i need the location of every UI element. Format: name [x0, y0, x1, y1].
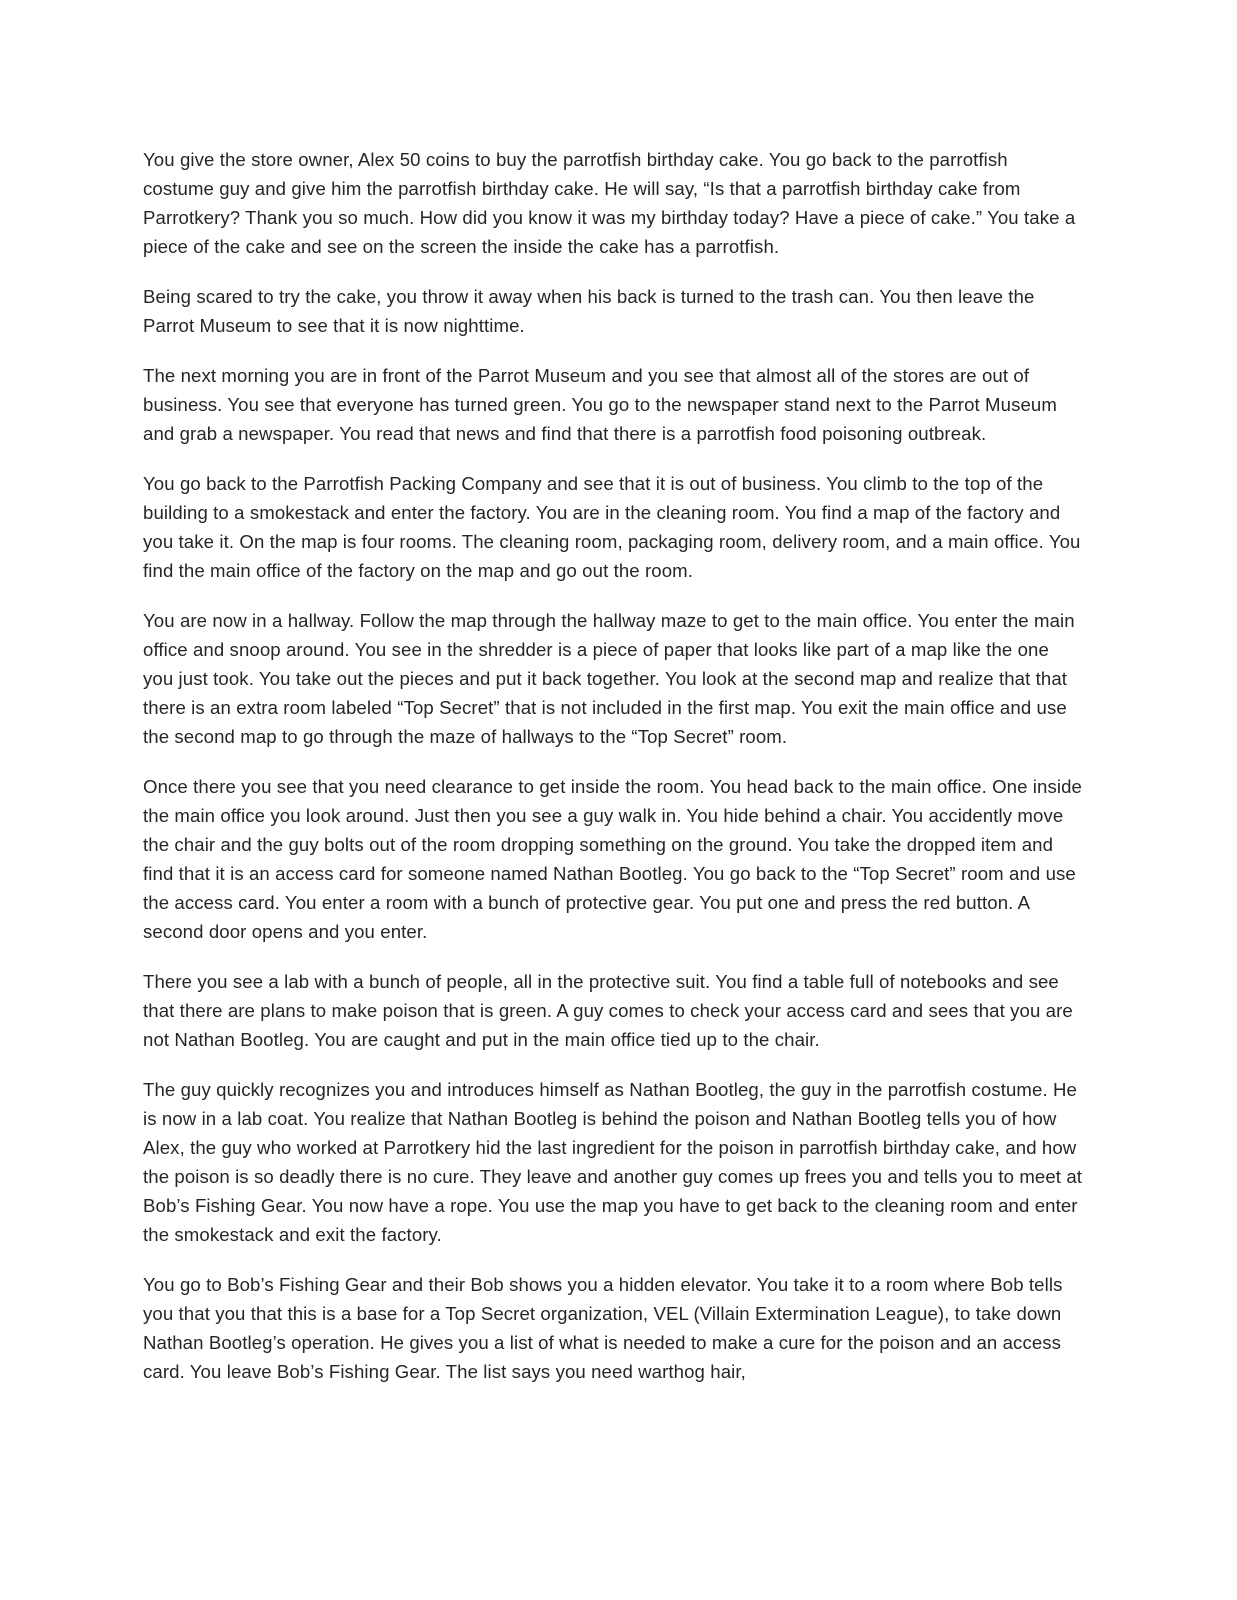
paragraph: You are now in a hallway. Follow the map through the hallway maze to get to the main office. You enter the main office and snoop around. You see in the shredder is a piece of paper that looks like part of a map like the one you just took. You take out the pieces and put it back together. You look at the second map and realize that that there is an extra room labeled “Top Secret” that is not included in the first map. You exit the main office and use the second map to go through the maze of hallways to the “Top Secret” room. — [143, 610, 1075, 747]
paragraph: You give the store owner, Alex 50 coins to buy the parrotfish birthday cake. You go back to the parrotfish costume guy and give him the parrotfish birthday cake. He will say, “Is that a parrotfish birthday cake from Parrotkery? Thank you so much. How did you know it was my birthday today? Have a piece of cake.” You take a piece of the cake and see on the screen the inside the cake has a parrotfish. — [143, 149, 1076, 257]
paragraph: You go back to the Parrotfish Packing Company and see that it is out of business. You climb to the top of the building to a smokestack and enter the factory. You are in the cleaning room. You find a map of the factory and you take it. On the map is four rooms. The cleaning room, packaging room, delivery room, and a main office. You find the main office of the factory on the map and go out the room. — [143, 473, 1081, 581]
paragraph: Being scared to try the cake, you throw it away when his back is turned to the trash can. You then leave the Parrot Museum to see that it is now nighttime. — [143, 286, 1035, 336]
document-text-block — [143, 145, 1083, 1407]
paragraph: The guy quickly recognizes you and introduces himself as Nathan Bootleg, the guy in the parrotfish costume. He is now in a lab coat. You realize that Nathan Bootleg is behind the poison and Nathan Bootleg tells you of how Alex, the guy who worked at Parrotkery hid the last ingredient for the poison in parrotfish birthday cake, and how the poison is so deadly there is no cure. They leave and another guy comes up frees you and tells you to meet at Bob’s Fishing Gear. You now have a rope. You use the map you have to get back to the cleaning room and enter the smokestack and exit the factory. — [143, 1079, 1083, 1245]
paragraph: Once there you see that you need clearance to get inside the room. You head back to the main office. One inside the main office you look around. Just then you see a guy walk in. You hide behind a chair. You accidently move the chair and the guy bolts out of the room dropping something on the ground. You take the dropped item and find that it is an access card for someone named Nathan Bootleg. You go back to the “Top Secret” room and use the access card. You enter a room with a bunch of protective gear. You put one and press the red button. A second door opens and you enter. — [143, 776, 1082, 942]
paragraph: The next morning you are in front of the Parrot Museum and you see that almost all of the stores are out of business. You see that everyone has turned green. You go to the newspaper stand next to the Parrot Museum and grab a newspaper. You read that news and find that there is a parrotfish food poisoning outbreak. — [143, 365, 1057, 444]
paragraph: You go to Bob’s Fishing Gear and their Bob shows you a hidden elevator. You take it to a room where Bob tells you that you that this is a base for a Top Secret organization, VEL (Villain Extermination League), to take down Nathan Bootleg’s operation. He gives you a list of what is needed to make a cure for the poison and an access card. You leave Bob’s Fishing Gear. The list says you need warthog hair, — [143, 1274, 1063, 1382]
paragraph: There you see a lab with a bunch of people, all in the protective suit. You find a table full of notebooks and see that there are plans to make poison that is green. A guy comes to check your access card and sees that you are not Nathan Bootleg. You are caught and put in the main office tied up to the chair. — [143, 971, 1073, 1050]
